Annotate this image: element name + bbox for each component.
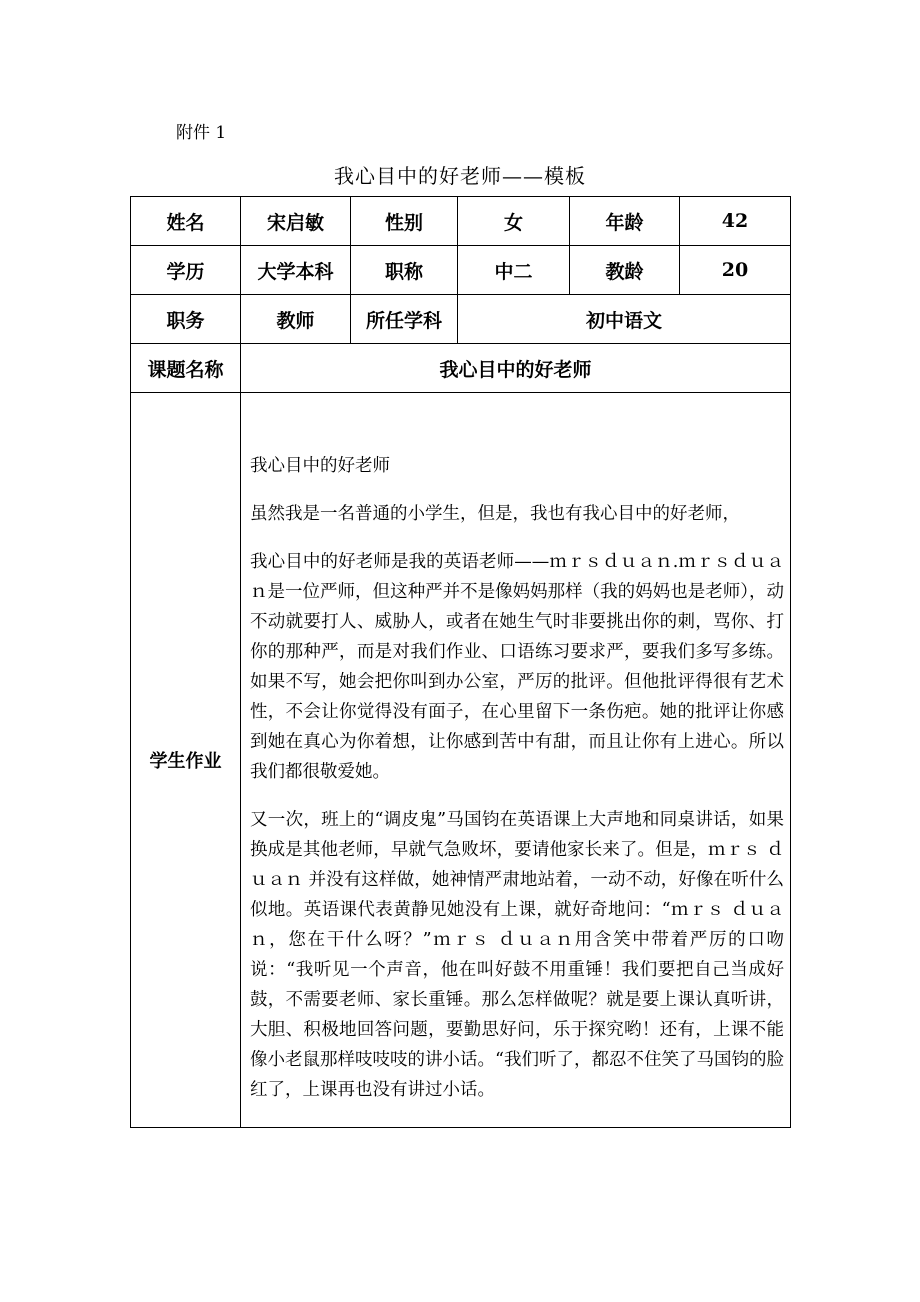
professional-title-label: 职称 xyxy=(351,246,458,295)
subject-label: 所任学科 xyxy=(351,295,458,344)
age-label: 年龄 xyxy=(570,197,680,246)
topic-label: 课题名称 xyxy=(131,344,241,393)
attachment-label: 附件 1 xyxy=(176,123,227,143)
homework-paragraph: 我心目中的好老师是我的英语老师——ｍｒｓｄｕａｎ.ｍｒｓｄｕａｎ是一位严师，但这种严并不是像妈妈那样（我的妈妈也是老师），动不动就要打人、威胁人，或者在她生气时非要挑出你的刺，骂你、打你的那种严，而是对我们作业、口语练习要求严，要我们多写多练。如果不写，她会把你叫到办公室，严厉的批评。但他批评得很有艺术性，不会让你觉得没有面子，在心里留下一条伤疤。她的批评让你感到她在真心为你着想，让你感到苦中有甜，而且让你有上进心。所以我们都很敬爱她。 xyxy=(250,552,784,782)
table-row xyxy=(131,197,791,246)
teacher-info-table xyxy=(130,196,791,1128)
gender-value: 女 xyxy=(458,197,570,246)
teaching-years-label: 教龄 xyxy=(570,246,680,295)
position-label: 职务 xyxy=(131,295,241,344)
age-value: 42 xyxy=(680,197,791,246)
table-row xyxy=(131,295,791,344)
homework-label: 学生作业 xyxy=(131,393,241,1128)
subject-value: 初中语文 xyxy=(458,295,791,344)
table-row xyxy=(131,344,791,393)
homework-paragraph: 又一次，班上的“调皮鬼”马国钧在英语课上大声地和同桌讲话，如果换成是其他老师，早就气急败坏，要请他家长来了。但是，ｍｒｓ ｄｕａｎ 并没有这样做，她神情严肃地站着，一动不动，好像在听什么似地。英语课代表黄静见她没有上课，就好奇地问：“ｍｒｓ ｄｕａｎ，您在干什么呀？”ｍｒｓ ｄｕａｎ用含笑中带着严厉的口吻说：“我听见一个声音，他在叫好鼓不用重锤！我们要把自己当成好鼓，不需要老师、家长重锤。那么怎样做呢？就是要上课认真听讲，大胆、积极地回答问题，要勤思好问，乐于探究哟！还有，上课不能像小老鼠那样吱吱吱的讲小话。“我们听了，都忍不住笑了马国钧的脸红了，上课再也没有讲过小话。 xyxy=(250,810,784,1100)
table-row xyxy=(131,246,791,295)
professional-title-value: 中二 xyxy=(458,246,570,295)
teaching-years-value: 20 xyxy=(680,246,791,295)
education-value: 大学本科 xyxy=(241,246,351,295)
gender-label: 性别 xyxy=(351,197,458,246)
document-title: 我心目中的好老师——模板 xyxy=(334,164,586,188)
name-value: 宋启敏 xyxy=(241,197,351,246)
education-label: 学历 xyxy=(131,246,241,295)
table-row xyxy=(131,393,791,1128)
homework-paragraph: 虽然我是一名普通的小学生，但是，我也有我心目中的好老师， xyxy=(250,504,740,524)
homework-paragraph: 我心目中的好老师 xyxy=(250,456,390,476)
name-label: 姓名 xyxy=(131,197,241,246)
topic-value: 我心目中的好老师 xyxy=(241,344,791,393)
homework-content xyxy=(241,393,791,1128)
position-value: 教师 xyxy=(241,295,351,344)
